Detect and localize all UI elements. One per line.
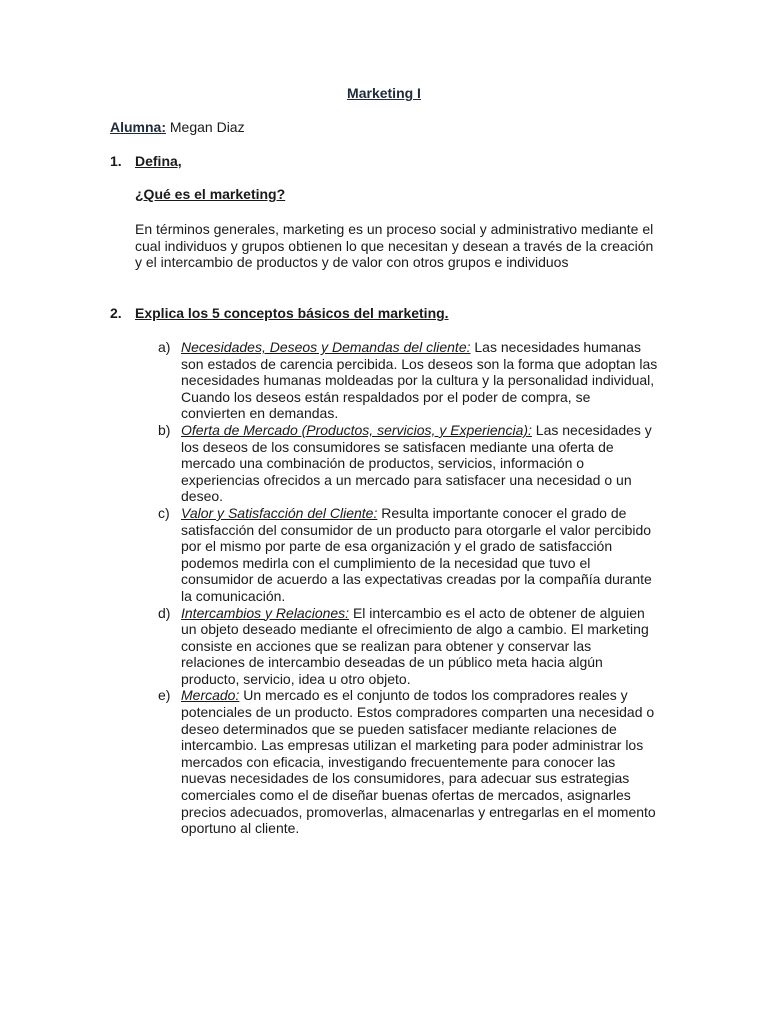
list-item-term: Intercambios y Relaciones: [181, 604, 350, 621]
question-1-answer: En términos generales, marketing es un proceso social y administrativo mediante el cual individuos y grupos obtienen lo que necesitan y desean a través de la creación y el intercambio de productos y de valor con otros grupos e individuos [135, 221, 654, 271]
list-item-text: Las necesidades humanas son estados de carencia percibida. Los deseos son la forma que adoptan las necesidades humanas moldeadas por la cultura y la personalidad individual, Cuando los deseos están respaldados por el poder de compra, se convierten en demandas. [181, 339, 658, 422]
question-1-heading: Defina, [135, 153, 182, 169]
list-item-marker: e) [158, 687, 171, 704]
list-item-term: Mercado: [181, 687, 240, 704]
list-item-term: Oferta de Mercado (Productos, servicios, y Experiencia): [181, 421, 532, 438]
question-1-subheading: ¿Qué es el marketing? [135, 186, 286, 202]
list-item-text: Resulta importante conocer el grado de satisfacción del consumidor de un producto para otorgarle el valor percibido por el mismo por parte de esa organización y el grado de satisfacción podemos medirla con el cumplimiento de la necesidad que tuvo el consumidor de acuerdo a las expectativas creadas por la compañía durante la comunicación. [181, 504, 652, 604]
list-item-text: El intercambio es el acto de obtener de alguien un objeto deseado mediante el ofrecimiento de algo a cambio. El marketing consiste en acciones que se realizan para obtener y conservar las relaciones de intercambio deseadas de un público meta hacia algún producto, servicio, idea u otro objeto. [181, 604, 649, 687]
list-item-marker: a) [158, 339, 171, 355]
student-line [110, 119, 245, 135]
concepts-list [158, 339, 658, 837]
list-item [158, 422, 658, 505]
list-item [158, 339, 658, 422]
question-1-number: 1. [110, 153, 122, 169]
question-2-number: 2. [110, 305, 122, 321]
list-item-text: Un mercado es el conjunto de todos los compradores reales y potenciales de un producto. Estos compradores comparten una necesidad o deseo determinados que se pueden satisfacer mediante relaciones de intercambio. Las empresas utilizan el marketing para poder administrar los mercados con eficacia, investigando frecuentemente para conocer las nuevas necesidades de los consumidores, para adecuar sus estrategias comerciales como el de diseñar buenas ofertas de mercados, asignarles precios adecuados, promoverlas, almacenarlas y entregarlas en el momento oportuno al cliente. [181, 687, 656, 837]
question-2-heading: Explica los 5 conceptos básicos del marketing. [135, 305, 449, 321]
student-name: Megan Diaz [169, 119, 245, 135]
student-label: Alumna: [110, 119, 166, 135]
list-item-term: Necesidades, Deseos y Demandas del cliente: [181, 339, 471, 355]
list-item-marker: b) [158, 421, 171, 438]
document-title: Marketing I [347, 85, 421, 101]
list-item-term: Valor y Satisfacción del Cliente: [181, 504, 378, 521]
list-item [158, 687, 658, 836]
list-item-marker: d) [158, 604, 171, 621]
list-item [158, 605, 658, 688]
list-item-text: Las necesidades y los deseos de los consumidores se satisfacen mediante una oferta de mercado una combinación de productos, servicios, información o experiencias ofrecidos a un mercado para satisfacer una necesidad o un deseo. [181, 421, 652, 505]
list-item-marker: c) [158, 504, 170, 521]
list-item [158, 505, 658, 605]
